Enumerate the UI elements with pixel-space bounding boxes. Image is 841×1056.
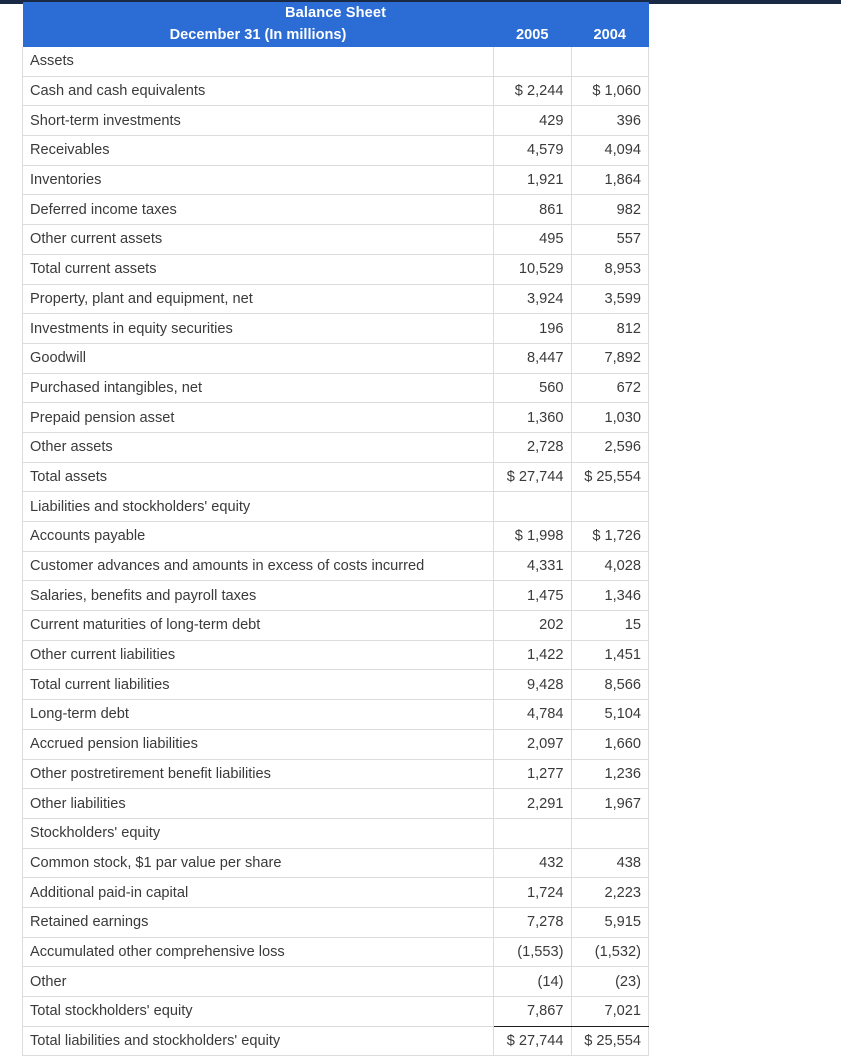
column-header-2004: 2004 [571, 24, 649, 47]
value-2005: (14) [494, 967, 572, 997]
value-2004: 7,021 [571, 997, 649, 1027]
line-item-label: Property, plant and equipment, net [23, 284, 494, 314]
value-2005: 4,579 [494, 136, 572, 166]
value-2004: 2,223 [571, 878, 649, 908]
value-2005: 10,529 [494, 254, 572, 284]
table-row [23, 700, 649, 730]
table-row [23, 373, 649, 403]
value-2004: 15 [571, 611, 649, 641]
table-row [23, 106, 649, 136]
line-item-label: Prepaid pension asset [23, 403, 494, 433]
value-2005: 432 [494, 848, 572, 878]
section-heading-cell: Liabilities and stockholders' equity [23, 492, 494, 522]
value-2004: 982 [571, 195, 649, 225]
line-item-label: Total current liabilities [23, 670, 494, 700]
table-row [23, 937, 649, 967]
table-row [23, 878, 649, 908]
line-item-label: Other [23, 967, 494, 997]
table-row [23, 403, 649, 433]
table-row [23, 1026, 649, 1056]
value-2005: 1,277 [494, 759, 572, 789]
line-item-label: Accumulated other comprehensive loss [23, 937, 494, 967]
line-item-label: Total assets [23, 462, 494, 492]
table-row [23, 343, 649, 373]
line-item-label: Current maturities of long-term debt [23, 611, 494, 641]
line-item-label: Other current assets [23, 225, 494, 255]
value-2004: 5,104 [571, 700, 649, 730]
table-row [23, 254, 649, 284]
value-2004: $ 1,060 [571, 76, 649, 106]
table-row [23, 76, 649, 106]
value-2005: 1,921 [494, 165, 572, 195]
value-2004: $ 1,726 [571, 522, 649, 552]
value-2005: $ 1,998 [494, 522, 572, 552]
value-2005: 7,278 [494, 907, 572, 937]
value-2004: 557 [571, 225, 649, 255]
table-row [23, 47, 649, 76]
column-header-row [23, 24, 649, 47]
line-item-label: Receivables [23, 136, 494, 166]
line-item-label: Accounts payable [23, 522, 494, 552]
value-2005: 2,097 [494, 729, 572, 759]
line-item-label: Goodwill [23, 343, 494, 373]
value-2004: $ 25,554 [571, 462, 649, 492]
value-2005 [494, 492, 572, 522]
table-row [23, 789, 649, 819]
table-row [23, 818, 649, 848]
value-2004 [571, 492, 649, 522]
table-row [23, 670, 649, 700]
value-2005: $ 27,744 [494, 462, 572, 492]
value-2004: (23) [571, 967, 649, 997]
value-2004: (1,532) [571, 937, 649, 967]
value-2005: $ 27,744 [494, 1026, 572, 1056]
value-2005: 1,422 [494, 640, 572, 670]
value-2005: 1,475 [494, 581, 572, 611]
value-2004: 396 [571, 106, 649, 136]
value-2004: 1,864 [571, 165, 649, 195]
table-row [23, 997, 649, 1027]
value-2005: 1,724 [494, 878, 572, 908]
value-2005: 202 [494, 611, 572, 641]
line-item-label: Cash and cash equivalents [23, 76, 494, 106]
value-2005: 2,291 [494, 789, 572, 819]
line-item-label: Accrued pension liabilities [23, 729, 494, 759]
table-row [23, 195, 649, 225]
value-2004: 812 [571, 314, 649, 344]
section-heading-cell: Stockholders' equity [23, 818, 494, 848]
line-item-label: Salaries, benefits and payroll taxes [23, 581, 494, 611]
value-2004: 8,566 [571, 670, 649, 700]
table-row [23, 492, 649, 522]
value-2005 [494, 818, 572, 848]
page-title: Balance Sheet [23, 2, 649, 24]
line-item-label: Common stock, $1 par value per share [23, 848, 494, 878]
value-2004: 438 [571, 848, 649, 878]
value-2005: 861 [494, 195, 572, 225]
value-2004: 1,236 [571, 759, 649, 789]
line-item-label: Inventories [23, 165, 494, 195]
table-header [23, 2, 649, 47]
line-item-label: Total stockholders' equity [23, 997, 494, 1027]
value-2005: 429 [494, 106, 572, 136]
value-2004 [571, 818, 649, 848]
balance-sheet-table [22, 2, 649, 1056]
table-row [23, 581, 649, 611]
line-item-label: Purchased intangibles, net [23, 373, 494, 403]
line-item-label: Additional paid-in capital [23, 878, 494, 908]
table-row [23, 432, 649, 462]
table-row [23, 967, 649, 997]
value-2005: 7,867 [494, 997, 572, 1027]
line-item-label: Other current liabilities [23, 640, 494, 670]
value-2004: 3,599 [571, 284, 649, 314]
table-row [23, 314, 649, 344]
value-2004: 4,094 [571, 136, 649, 166]
value-2004: 672 [571, 373, 649, 403]
value-2005: 1,360 [494, 403, 572, 433]
line-item-label: Deferred income taxes [23, 195, 494, 225]
value-2004: 7,892 [571, 343, 649, 373]
value-2005 [494, 47, 572, 76]
line-item-label: Total current assets [23, 254, 494, 284]
value-2004: $ 25,554 [571, 1026, 649, 1056]
table-row [23, 848, 649, 878]
table-title-row [23, 2, 649, 24]
line-item-label: Long-term debt [23, 700, 494, 730]
value-2004: 8,953 [571, 254, 649, 284]
value-2005: 560 [494, 373, 572, 403]
table-row [23, 907, 649, 937]
value-2005: $ 2,244 [494, 76, 572, 106]
table-row [23, 462, 649, 492]
line-item-label: Retained earnings [23, 907, 494, 937]
value-2004: 1,660 [571, 729, 649, 759]
value-2004: 1,030 [571, 403, 649, 433]
value-2005: 4,331 [494, 551, 572, 581]
line-item-label: Other liabilities [23, 789, 494, 819]
value-2005: 3,924 [494, 284, 572, 314]
table-row [23, 551, 649, 581]
table-row [23, 611, 649, 641]
table-row [23, 225, 649, 255]
section-heading-cell: Assets [23, 47, 494, 76]
line-item-label: Other assets [23, 432, 494, 462]
balance-sheet-container [22, 2, 648, 1056]
line-item-label: Customer advances and amounts in excess of costs incurred [23, 551, 494, 581]
value-2004: 1,346 [571, 581, 649, 611]
table-row [23, 136, 649, 166]
table-body [23, 47, 649, 1056]
line-item-label: Total liabilities and stockholders' equity [23, 1026, 494, 1056]
table-row [23, 759, 649, 789]
table-row [23, 640, 649, 670]
value-2004: 5,915 [571, 907, 649, 937]
value-2005: 196 [494, 314, 572, 344]
value-2005: 495 [494, 225, 572, 255]
value-2004: 1,967 [571, 789, 649, 819]
line-item-label: Investments in equity securities [23, 314, 494, 344]
column-header-2005: 2005 [494, 24, 572, 47]
value-2004: 4,028 [571, 551, 649, 581]
table-row [23, 522, 649, 552]
value-2004: 2,596 [571, 432, 649, 462]
line-item-label: Other postretirement benefit liabilities [23, 759, 494, 789]
value-2005: 9,428 [494, 670, 572, 700]
table-row [23, 284, 649, 314]
value-2005: 8,447 [494, 343, 572, 373]
value-2004 [571, 47, 649, 76]
table-row [23, 729, 649, 759]
value-2005: 2,728 [494, 432, 572, 462]
line-item-label: Short-term investments [23, 106, 494, 136]
column-header-label: December 31 (In millions) [23, 24, 494, 47]
value-2005: 4,784 [494, 700, 572, 730]
value-2005: (1,553) [494, 937, 572, 967]
table-row [23, 165, 649, 195]
value-2004: 1,451 [571, 640, 649, 670]
